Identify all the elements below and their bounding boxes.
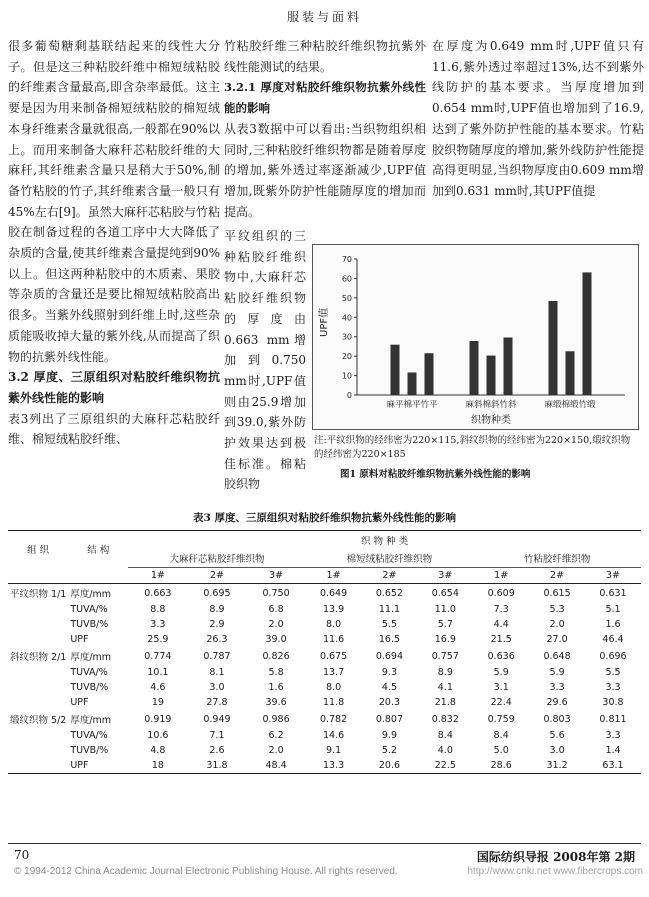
data-table <box>8 530 641 774</box>
table-cell: 5.1 <box>605 604 621 615</box>
table-subcol-header: 2# <box>362 568 418 584</box>
table-cell: 0.807 <box>375 713 404 725</box>
table-row <box>8 647 641 665</box>
table-subcol-header: 3# <box>417 568 473 584</box>
y-tick-label: 20 <box>341 352 352 362</box>
y-axis-label: UPF值 <box>319 307 330 337</box>
table-cell: 39.0 <box>265 634 287 645</box>
table-cell: 5.7 <box>437 619 453 630</box>
bar-chart <box>313 245 638 429</box>
table-cell: 11.6 <box>322 634 345 645</box>
table-cell: 0.631 <box>599 587 627 599</box>
paragraph: 从表3数据中可以看出:当织物组织相同时,三种粘胶纤维织物都是随着厚度的增加,紫外透过率逐渐减少,UPF值增加,既紫外防护性能随厚度的增加而提高。 <box>224 121 426 219</box>
y-tick-label: 40 <box>341 313 352 323</box>
table-cell: 8.9 <box>437 667 453 678</box>
table-row-label: TUVA/% <box>70 604 108 615</box>
table-section-name: 缎纹织物 5/2 <box>10 715 67 726</box>
table-subcol-header: 2# <box>187 568 246 584</box>
table-cell: 46.4 <box>602 634 624 645</box>
table-cell: 1.6 <box>268 682 284 693</box>
x-tick-label: 麻平 <box>386 400 404 410</box>
bar <box>583 272 592 395</box>
bar <box>549 301 558 395</box>
table-cell: 0.826 <box>262 650 290 662</box>
table-row-label: 厚度/mm <box>70 715 112 726</box>
text-column-1 <box>8 36 220 450</box>
table-cell: 19 <box>151 697 164 708</box>
x-tick-label: 棉平 <box>403 400 421 410</box>
table-cell: 0.696 <box>599 650 627 662</box>
paragraph: 在厚度为0.649 mm时,UPF值只有11.6,紫外透过率超过13%,达不到紫外线防护的基本要求。当厚度增加到0.654 mm时,UPF值也增加到了16.9,达到了紫外防护性能的基本要求。竹粘胶织物随厚度的增加,紫外线防护性能提高得更明显,当织物厚度由0.609 mm增加到0.631 mm时,其UPF值提 <box>432 39 644 198</box>
table-cell: 3.3 <box>605 730 621 741</box>
table-row <box>8 632 641 647</box>
table-cell: 18 <box>128 758 187 774</box>
table-cell: 0.663 <box>144 587 172 599</box>
table-cell: 0.803 <box>543 713 571 725</box>
table-cell: 16.9 <box>434 634 456 645</box>
journal-name: 国际纺织导报 2008年第 2期 <box>476 850 635 864</box>
table-cell: 2.0 <box>268 619 284 630</box>
table-row-label: TUVA/% <box>70 730 108 741</box>
table-cell: 0.759 <box>487 713 515 725</box>
table-cell: 22.5 <box>417 758 473 774</box>
table-cell: 8.0 <box>326 619 342 630</box>
table-cell: 0.615 <box>543 587 571 599</box>
table-group-header: 竹粘胶纤维织物 <box>473 549 641 568</box>
table-row <box>8 617 641 632</box>
x-tick-label: 竹平 <box>420 400 438 410</box>
table-row <box>8 680 641 695</box>
table-header-kinds: 织 物 种 类 <box>128 531 641 550</box>
table-cell: 0.774 <box>144 650 172 662</box>
table-cell: 0.636 <box>487 650 515 662</box>
table-cell: 0.757 <box>431 650 459 662</box>
table-cell: 0.649 <box>319 587 348 599</box>
table-cell: 3.0 <box>549 745 565 756</box>
table-cell: 5.9 <box>549 667 565 678</box>
table-cell: 6.8 <box>268 604 284 615</box>
x-tick-label: 竹斜 <box>499 400 517 410</box>
table-subcol-header: 1# <box>128 568 187 584</box>
table-cell: 5.5 <box>605 667 621 678</box>
table-subcol-header: 1# <box>473 568 529 584</box>
table-cell: 11.8 <box>322 697 345 708</box>
bar <box>566 351 575 395</box>
x-axis-label: 织物种类 <box>471 415 511 426</box>
table-cell: 10.1 <box>147 667 169 678</box>
table-cell: 7.1 <box>209 730 225 741</box>
table-cell: 48.4 <box>247 758 306 774</box>
table-cell: 0.695 <box>203 587 231 599</box>
y-tick-label: 10 <box>341 371 352 381</box>
table-row-label: UPF <box>68 758 128 774</box>
table-group-header: 大麻秆芯粘胶纤维织物 <box>128 549 305 568</box>
table-cell: 2.9 <box>209 619 225 630</box>
table-cell: 7.3 <box>493 604 509 615</box>
text-column-2-narrow <box>224 226 306 495</box>
figure-caption: 图1 原料对粘胶纤维织物抗紫外线性能的影响 <box>340 469 531 480</box>
table-row <box>8 602 641 617</box>
table-row-label: TUVB/% <box>70 745 109 756</box>
x-tick-label: 棉缎 <box>561 400 579 410</box>
table-row-label: UPF <box>70 697 89 708</box>
footer-rule <box>8 843 641 844</box>
bar <box>504 337 513 395</box>
table-cell: 13.9 <box>322 604 345 615</box>
table-cell: 6.2 <box>268 730 284 741</box>
table-cell: 63.1 <box>585 758 641 774</box>
table-cell: 0.750 <box>262 587 290 599</box>
table-row-label: TUVB/% <box>70 619 109 630</box>
table-cell: 4.0 <box>437 745 453 756</box>
table-cell: 0.832 <box>431 713 459 725</box>
table-cell: 5.8 <box>268 667 284 678</box>
table-cell: 4.6 <box>150 682 166 693</box>
table-cell: 3.0 <box>209 682 225 693</box>
table-cell: 8.4 <box>493 730 509 741</box>
table-row-label: 厚度/mm <box>70 652 112 663</box>
table-cell: 0.654 <box>431 587 459 599</box>
table-cell: 2.0 <box>549 619 565 630</box>
table-cell: 5.3 <box>549 604 565 615</box>
table-cell: 4.4 <box>493 619 509 630</box>
text-column-3 <box>432 36 644 202</box>
table-cell: 5.2 <box>381 745 397 756</box>
table-row-label: UPF <box>70 634 89 645</box>
table-cell: 4.8 <box>150 745 166 756</box>
table-cell: 14.6 <box>322 730 345 741</box>
table-cell: 26.3 <box>206 634 228 645</box>
table-cell: 5.6 <box>549 730 565 741</box>
figure-note: 注:平纹织物的经纬密为220×115,斜纹织物的经纬密为220×150,缎纹织物的经纬密为220×185 <box>314 435 631 460</box>
table-cell: 21.8 <box>434 697 456 708</box>
figure-1-chart <box>312 244 639 430</box>
table-subcol-header: 3# <box>585 568 641 584</box>
table-cell: 8.8 <box>150 604 166 615</box>
table-cell: 13.3 <box>306 758 362 774</box>
table-cell: 4.1 <box>437 682 453 693</box>
table-cell: 27.8 <box>206 697 228 708</box>
table-cell: 11.0 <box>434 604 456 615</box>
table-title: 表3 厚度、三原组织对粘胶纤维织物抗紫外线性能的影响 <box>193 512 456 524</box>
table-cell: 0.919 <box>144 713 172 725</box>
table-group-header: 棉短绒粘胶纤维织物 <box>306 549 474 568</box>
table-cell: 9.1 <box>326 745 342 756</box>
page-number: 70 <box>14 848 30 862</box>
table-cell: 10.6 <box>147 730 169 741</box>
table-section-name: 平纹织物 1/1 <box>10 589 67 600</box>
table-row <box>8 743 641 758</box>
table-cell: 22.4 <box>490 697 512 708</box>
table-cell: 9.9 <box>381 730 397 741</box>
bar <box>425 353 434 395</box>
y-tick-label: 0 <box>346 391 352 400</box>
table-header-jiegou: 结 构 <box>68 531 128 568</box>
table-cell: 28.6 <box>473 758 529 774</box>
table-cell: 8.4 <box>437 730 453 741</box>
copyright-line: © 1994-2012 China Academic Journal Electronic Publishing House. All rights reserved. <box>14 866 398 877</box>
table-section-name: 斜纹织物 2/1 <box>10 652 67 663</box>
table-subcol-header: 2# <box>529 568 585 584</box>
bar <box>470 341 479 395</box>
table-cell: 3.3 <box>549 682 565 693</box>
table-subcol-header: 1# <box>306 568 362 584</box>
x-tick-label: 麻斜 <box>465 400 483 410</box>
table-cell: 30.8 <box>602 697 624 708</box>
table-cell: 21.5 <box>490 634 512 645</box>
table-cell: 0.782 <box>319 713 348 725</box>
table-cell: 8.1 <box>209 667 225 678</box>
paragraph: 很多葡萄糖剩基联结起来的线性大分子。但是这三种粘胶纤维中棉短绒粘胶的纤维素含量最高,即含杂率最低。这主要是因为用来制备棉短绒粘胶的棉短绒本身纤维素含量就很高,一般都在90%以上。而用来制备大麻秆芯粘胶纤维的大麻秆,其纤维素含量只是稍大于50%,制备竹粘胶的竹子,其纤维素含量一般只有45%左右[9]。虽然大麻秆芯粘胶与竹粘胶在制备过程的各道工序中大大降低了杂质的含量,使其纤维素含量提纯到90%以上。但这两种粘胶中的木质素、果胶等杂质的含量还是要比棉短绒粘胶高出很多。当紫外线照射到纤维上时,这些杂质能吸收掉大量的紫外线,从而提高了织物的抗紫外线性能。 <box>8 39 220 364</box>
running-header: 服装与面料 <box>286 10 362 24</box>
table-cell: 0.811 <box>599 713 627 725</box>
table-cell: 20.6 <box>362 758 418 774</box>
table-cell: 3.3 <box>150 619 166 630</box>
y-tick-label: 70 <box>341 255 352 264</box>
table-cell: 3.3 <box>605 682 621 693</box>
table-row <box>8 665 641 680</box>
table-cell: 2.6 <box>209 745 225 756</box>
table-cell: 4.5 <box>381 682 397 693</box>
table-cell: 3.1 <box>493 682 509 693</box>
table-row-label: TUVA/% <box>70 667 108 678</box>
table-row <box>8 584 641 603</box>
subsection-heading: 3.2.1 厚度对粘胶纤维织物抗紫外线性能的影响 <box>224 80 426 116</box>
table-cell: 8.0 <box>326 682 342 693</box>
table-row-label: 厚度/mm <box>70 589 112 600</box>
table-cell: 16.5 <box>378 634 401 645</box>
x-tick-label: 竹缎 <box>578 400 596 410</box>
paragraph: 表3列出了三原组织的大麻秆芯粘胶纤维、棉短绒粘胶纤维、 <box>8 411 220 447</box>
table-cell: 0.648 <box>543 650 571 662</box>
table-cell: 2.0 <box>268 745 284 756</box>
table-cell: 20.3 <box>378 697 401 708</box>
table-cell: 1.4 <box>605 745 621 756</box>
table-cell: 25.9 <box>147 634 169 645</box>
y-tick-label: 60 <box>341 274 352 284</box>
table-cell: 5.0 <box>493 745 509 756</box>
table-cell: 1.6 <box>605 619 621 630</box>
table-row <box>8 728 641 743</box>
table-cell: 0.787 <box>203 650 231 662</box>
table-cell: 0.675 <box>319 650 348 662</box>
paragraph: 平纹组织的三种粘胶纤维织物中,大麻秆芯粘胶纤维织物的厚度由0.663 mm增加到0.750 mm时,UPF值则由25.9增加到39.0,紫外防护效果达到极佳标准。棉粘胶织物 <box>224 229 306 492</box>
table-subcol-header: 3# <box>247 568 306 584</box>
table-cell: 39.6 <box>265 697 287 708</box>
table-cell: 11.1 <box>378 604 401 615</box>
table-cell: 13.7 <box>322 667 345 678</box>
table-cell: 9.3 <box>381 667 397 678</box>
table-row <box>8 758 641 774</box>
y-tick-label: 50 <box>341 293 352 303</box>
table-row-label: TUVB/% <box>70 682 109 693</box>
table-cell: 0.609 <box>487 587 515 599</box>
y-tick-label: 30 <box>341 332 352 342</box>
x-tick-label: 麻缎 <box>544 400 562 410</box>
table-cell: 5.5 <box>381 619 397 630</box>
bar <box>487 356 496 395</box>
text-column-2 <box>224 36 426 222</box>
table-cell: 29.6 <box>546 697 568 708</box>
bar <box>391 345 400 395</box>
table-cell: 0.652 <box>375 587 404 599</box>
table-cell: 8.9 <box>209 604 225 615</box>
x-tick-label: 棉斜 <box>482 400 500 410</box>
table-row <box>8 710 641 728</box>
table-header-zuzhi: 组 织 <box>8 531 68 568</box>
table-cell: 0.949 <box>203 713 231 725</box>
watermark: http://www.cnki.net www.fibercrops.com <box>467 866 643 877</box>
table-row <box>8 695 641 710</box>
section-heading: 3.2 厚度、三原组织对粘胶纤维织物抗紫外线性能的影响 <box>8 370 220 405</box>
paragraph: 竹粘胶纤维三种粘胶纤维织物抗紫外线性能测试的结果。 <box>224 39 426 74</box>
table-cell: 0.986 <box>262 713 290 725</box>
table-cell: 0.694 <box>375 650 404 662</box>
bar <box>408 372 417 395</box>
table-cell: 31.8 <box>187 758 246 774</box>
table-cell: 31.2 <box>529 758 585 774</box>
table-cell: 5.9 <box>493 667 509 678</box>
table-cell: 27.0 <box>546 634 568 645</box>
